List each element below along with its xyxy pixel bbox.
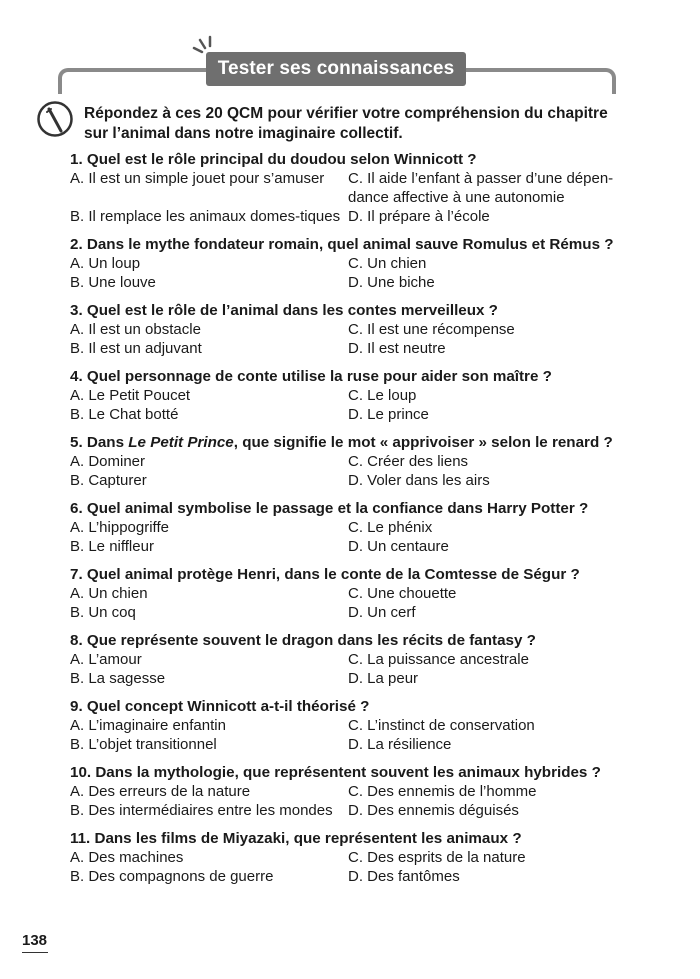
question-item [70,697,626,754]
option-d: D. Des fantômes [348,868,460,885]
option-b: B. Des compagnons de guerre [70,868,274,885]
option-b: B. Le niffleur [70,538,154,555]
option-a: A. L’imaginaire enfantin [70,717,226,734]
question-title: 2. Dans le mythe fondateur romain, quel animal sauve Romulus et Rémus ? [70,236,614,253]
question-title: 6. Quel animal symbolise le passage et la confiance dans Harry Potter ? [70,500,589,517]
question-title: 8. Que représente souvent le dragon dans les récits de fantasy ? [70,632,536,649]
option-c: C. Des esprits de la nature [348,849,526,866]
option-d: D. Il est neutre [348,340,446,357]
question-item [70,301,626,358]
option-b: B. Le Chat botté [70,406,179,423]
pen-icon [36,100,74,138]
option-c: C. La puissance ancestrale [348,651,529,668]
option-c: C. Il aide l’enfant à passer d’une dépen-dance affective à une autonomie [348,170,614,206]
question-title-suffix: , que signifie le mot « apprivoiser » selon le renard ? [233,434,613,451]
question-title-prefix: 5. Dans [70,434,129,451]
option-a: A. Des machines [70,849,184,866]
option-b: B. La sagesse [70,670,166,687]
option-b: B. Capturer [70,472,147,489]
section-title-text: Tester ses connaissances [217,58,455,79]
question-item [70,763,626,820]
option-a: A. Un chien [70,585,148,602]
option-d: D. Un centaure [348,538,449,555]
option-b: B. Il remplace les animaux domes-tiques [70,208,341,225]
option-a: A. L’hippogriffe [70,519,169,536]
question-title: 3. Quel est le rôle de l’animal dans les contes merveilleux ? [70,302,498,319]
question-title: 10. Dans la mythologie, que représentent souvent les animaux hybrides ? [70,764,601,781]
option-a: A. Des erreurs de la nature [70,783,251,800]
option-d: D. Des ennemis déguisés [348,802,519,819]
question-item [70,235,626,292]
option-c: C. Il est une récompense [348,321,515,338]
option-c: C. Le phénix [348,519,433,536]
question-item [70,150,626,226]
question-item [70,631,626,688]
option-b: B. L’objet transitionnel [70,736,217,753]
option-b: B. Un coq [70,604,136,621]
question-title: 7. Quel animal protège Henri, dans le conte de la Comtesse de Ségur ? [70,566,580,583]
section-title [206,52,466,86]
question-list [70,150,626,895]
option-d: D. La résilience [348,736,452,753]
option-c: C. Le loup [348,387,417,404]
question-title: 4. Quel personnage de conte utilise la ruse pour aider son maître ? [70,368,552,385]
option-c: C. Un chien [348,255,427,272]
question-item [70,829,626,886]
option-c: C. Créer des liens [348,453,469,470]
option-b: B. Des intermédiaires entre les mondes [70,802,333,819]
option-d: D. Le prince [348,406,429,423]
option-a: A. Un loup [70,255,141,272]
question-item [70,433,626,490]
question-title [70,433,626,452]
option-a: A. Il est un obstacle [70,321,201,338]
option-c: C. Une chouette [348,585,457,602]
option-a: A. Il est un simple jouet pour s’amuser [70,170,325,187]
option-b: B. Il est un adjuvant [70,340,202,357]
option-a: A. Dominer [70,453,146,470]
option-a: A. Le Petit Poucet [70,387,191,404]
option-d: D. Un cerf [348,604,416,621]
book-title: Le Petit Prince [128,434,234,451]
option-a: A. L’amour [70,651,142,668]
instructions: Répondez à ces 20 QCM pour vérifier votre compréhension du chapitre sur l’animal dans notre imaginaire collectif. [84,105,608,142]
option-c: C. L’instinct de conservation [348,717,535,734]
option-d: D. Il prépare à l’école [348,208,490,225]
page-number-underline [22,952,48,953]
question-title: 1. Quel est le rôle principal du doudou selon Winnicott ? [70,151,477,168]
question-item [70,499,626,556]
question-title: 9. Quel concept Winnicott a-t-il théorisé ? [70,698,370,715]
page-number: 138 [22,932,48,949]
option-c: C. Des ennemis de l’homme [348,783,537,800]
option-d: D. Voler dans les airs [348,472,490,489]
question-item [70,367,626,424]
option-d: D. Une biche [348,274,435,291]
option-d: D. La peur [348,670,419,687]
option-b: B. Une louve [70,274,156,291]
question-title: 11. Dans les films de Miyazaki, que représentent les animaux ? [70,830,522,847]
question-item [70,565,626,622]
